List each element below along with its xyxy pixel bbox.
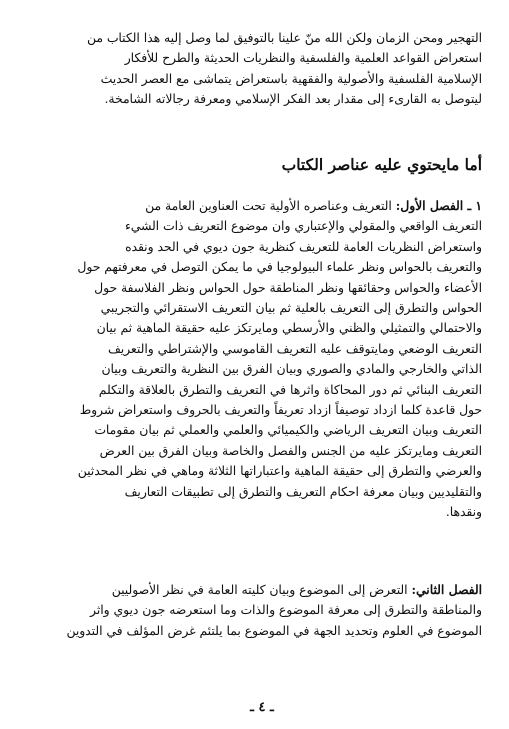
chapter-one-line: التعريف وبيان التعريف الرياضي والكيميائي والعلمي والعملي ثم بيان مقومات [94, 423, 482, 438]
intro-paragraph [42, 28, 482, 110]
chapter-one-line: التعريف الواقعي والمقولي والإعتباري وان موضوع التعريف ذات الشيء [124, 219, 482, 234]
chapter-two-paragraph [42, 580, 482, 641]
chapter-one-first-line [42, 196, 482, 216]
intro-line: استعراض القواعد العلمية والفلسفية والنظريات الحديثة والطرح للأفكار [124, 51, 482, 66]
chapter-one-label: ١ ـ الفصل الأول: [395, 198, 482, 213]
intro-line: ليتوصل به القارىء إلى مقدار بعد الفكر الإسلامي ومعرفة رجالاته الشامخة. [104, 92, 482, 107]
chapter-one-line: التعريف الوضعي ومايتوقف عليه التعريف القاموسي والإشتراطي والتعريف [108, 341, 482, 356]
chapter-one-line: حول قاعدة كلما ازداد توصيفاً ازداد تعريفاً والتعريف بالحروف واستعراض شروط [79, 403, 482, 418]
intro-line: الإسلامية الفلسفية والأصولية والفقهية باستعراض يتماشى مع العصر الحديث [100, 71, 482, 86]
chapter-two-line: الموضوع في العلوم وتحديد الجهة في الموضوع بما يلتئم غرض المؤلف في التدوين [66, 623, 482, 638]
chapter-one-paragraph [42, 196, 482, 523]
page-number: ـ ٤ ـ [250, 700, 274, 715]
chapter-one-line: والعرضي والتطرق إلى حقيقة الماهية واعتباراتها الثلاثة وماهي في نظر المحدثين [77, 464, 482, 479]
chapter-one-line: والتعريف بالحواس ونظر علماء البيولوجيا في ما يمكن التوصل في معرفتهم حول [77, 260, 482, 275]
chapter-one-line: والاحتمالي والتمثيلي والظني والأرسطي ومايرتكز عليه حقيقة الماهية ثم بيان [96, 321, 482, 336]
chapter-one-line: واستعراض النظريات العامة للتعريف كنظرية جون ديوي في الحد ونقده [125, 239, 482, 254]
document-page [42, 14, 482, 719]
chapter-one-line: الأعضاء والحواس وحقائقها ونظر المناطقة حول الحواس ونظر الفلاسفة حول [94, 280, 482, 295]
chapter-one-line: التعريف ومايرتكز عليه من الجنس والفصل والخاصة وبيان الفرق بين العرض [99, 443, 482, 458]
section-heading: أما مايحتوي عليه عناصر الكتاب [281, 155, 482, 174]
chapter-two-label: الفصل الثاني: [411, 582, 482, 597]
chapter-one-line: والتقليديين وبيان معرفة احكام التعريف والتطرق إلى تطبيقات التعاريف [124, 484, 482, 499]
chapter-one-line: الحواس والتطرق إلى التعريف بالعلية ثم بيان التعريف الاستقرائي والتجريبي [100, 301, 482, 316]
chapter-two-line: والمناطقة والتطرق إلى معرفة الموضوع والذات وما استعرضه جون ديوي واثر [90, 603, 482, 618]
chapter-one-line: الذاتي والخارجي والمادي والصوري وبيان الفرق بين النظرية والتعريف وبيان [101, 362, 482, 377]
chapter-two-first-line-text: التعرض إلى الموضوع وبيان كليته العامة في نظر الأصوليين [111, 583, 412, 597]
chapter-two-first-line [42, 580, 482, 600]
intro-line: التهجير ومحن الزمان ولكن الله منّ علينا بالتوفيق لما وصل إليه هذا الكتاب من [87, 31, 482, 45]
chapter-one-first-line-text: التعريف وعناصره الأولية تحت العناوين العامة من [145, 199, 396, 213]
chapter-one-line: ونقدها. [445, 505, 482, 520]
chapter-one-line: التعريف البنائي ثم دور المحاكاة واثرها في التعريف والتطرق بالعلاقة والتكلم [98, 382, 482, 397]
